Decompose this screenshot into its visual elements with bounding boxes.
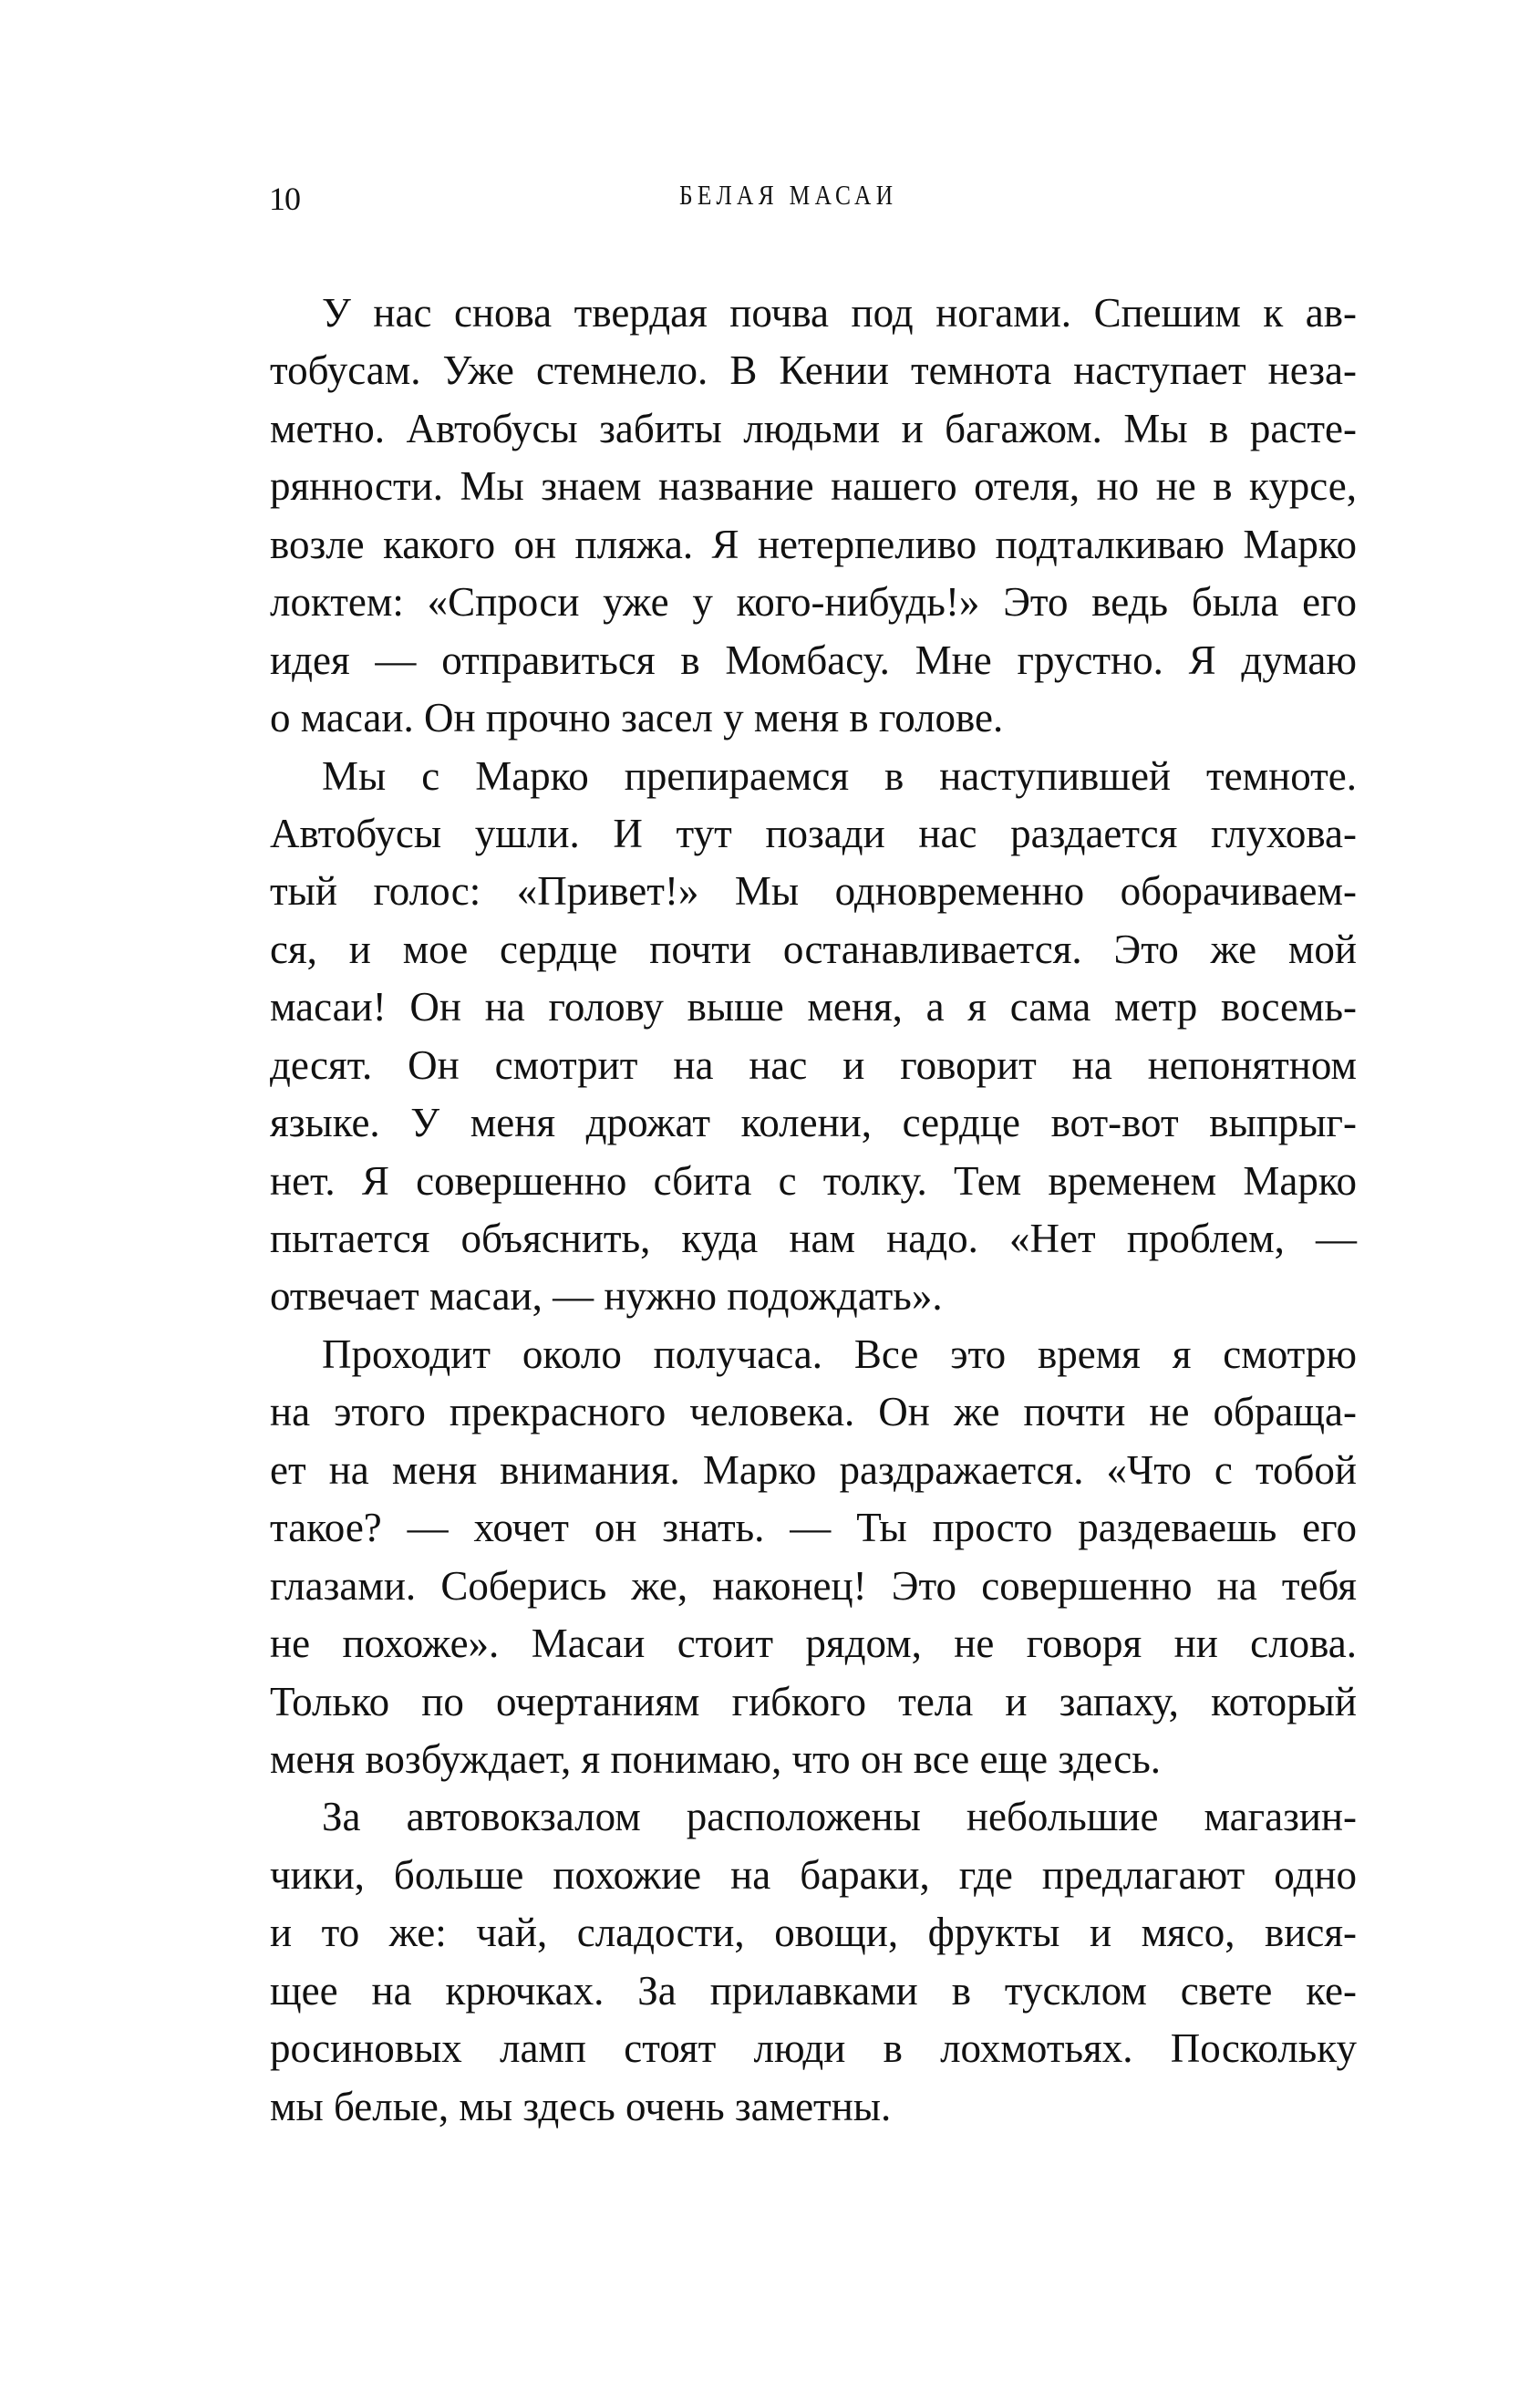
- text-line: рянности. Мы знаем название нашего отеля, но не в курсе,: [270, 463, 1357, 510]
- text-line: мы белые, мы здесь очень заметны.: [270, 2083, 892, 2129]
- text-line: локтем: «Спроси уже у кого-нибудь!» Это ведь была его: [270, 579, 1357, 626]
- text-line: Проходит около получаса. Все это время я смотрю: [322, 1331, 1357, 1377]
- text-line: возле какого он пляжа. Я нетерпеливо подталкиваю Марко: [270, 521, 1357, 567]
- text-line: У нас снова твердая почва под ногами. Спешим к ав-: [322, 290, 1357, 336]
- running-title: БЕЛАЯ МАСАИ: [679, 179, 898, 211]
- text-line: идея — отправиться в Момбасу. Мне грустно. Я думаю: [270, 637, 1357, 683]
- text-line: масаи! Он на голову выше меня, а я сама метр восемь-: [270, 984, 1357, 1030]
- text-line: щее на крючках. За прилавками в тусклом свете ке-: [270, 1967, 1357, 2014]
- text-line: За автовокзалом расположены небольшие магазин-: [322, 1794, 1357, 1840]
- paragraph-3: [270, 1326, 1357, 1789]
- text-line: Мы с Марко препираемся в наступившей темноте.: [322, 752, 1357, 799]
- text-line: пытается объяснить, куда нам надо. «Нет проблем, —: [270, 1216, 1357, 1261]
- text-line: о масаи. Он прочно засел у меня в голове.: [270, 695, 1004, 741]
- text-line: такое? — хочет он знать. — Ты просто раздеваешь его: [270, 1505, 1357, 1551]
- text-line: чики, больше похожие на бараки, где предлагают одно: [270, 1851, 1357, 1898]
- text-line: Автобусы ушли. И тут позади нас раздается глухова-: [270, 810, 1357, 856]
- text-line: языке. У меня дрожат колени, сердце вот-вот выпрыг-: [270, 1100, 1357, 1146]
- text-line: Только по очертаниям гибкого тела и запаху, который: [270, 1678, 1357, 1724]
- text-line: глазами. Соберись же, наконец! Это совершенно на тебя: [270, 1562, 1357, 1609]
- text-line: нет. Я совершенно сбита с толку. Тем временем Марко: [270, 1157, 1357, 1204]
- text-line: меня возбуждает, я понимаю, что он все еще здесь.: [270, 1735, 1162, 1782]
- paragraph-1: [270, 285, 1357, 748]
- text-line: тобусам. Уже стемнело. В Кении темнота наступает неза-: [270, 347, 1357, 394]
- text-line: метно. Автобусы забиты людьми и багажом. Мы в расте-: [270, 405, 1357, 451]
- page-number: 10: [269, 181, 300, 217]
- text-line: тый голос: «Привет!» Мы одновременно оборачиваем-: [270, 868, 1357, 915]
- text-line: десят. Он смотрит на нас и говорит на непонятном: [270, 1041, 1357, 1088]
- paragraph-4: [270, 1788, 1357, 2136]
- text-line: росиновых ламп стоят люди в лохмотьях. Поскольку: [270, 2025, 1357, 2072]
- text-line: отвечает масаи, — нужно подождать».: [270, 1273, 943, 1320]
- text-line: и то же: чай, сладости, овощи, фрукты и мясо, вися-: [270, 1910, 1357, 1956]
- text-line: не похоже». Масаи стоит рядом, не говоря ни слова.: [270, 1621, 1357, 1667]
- text-line: ся, и мое сердце почти останавливается. Это же мой: [270, 926, 1357, 972]
- text-line: ет на меня внимания. Марко раздражается. «Что с тобой: [270, 1446, 1357, 1493]
- text-line: на этого прекрасного человека. Он же почти не обраща-: [270, 1389, 1357, 1435]
- body-text: [270, 285, 1357, 2136]
- paragraph-2: [270, 748, 1357, 1326]
